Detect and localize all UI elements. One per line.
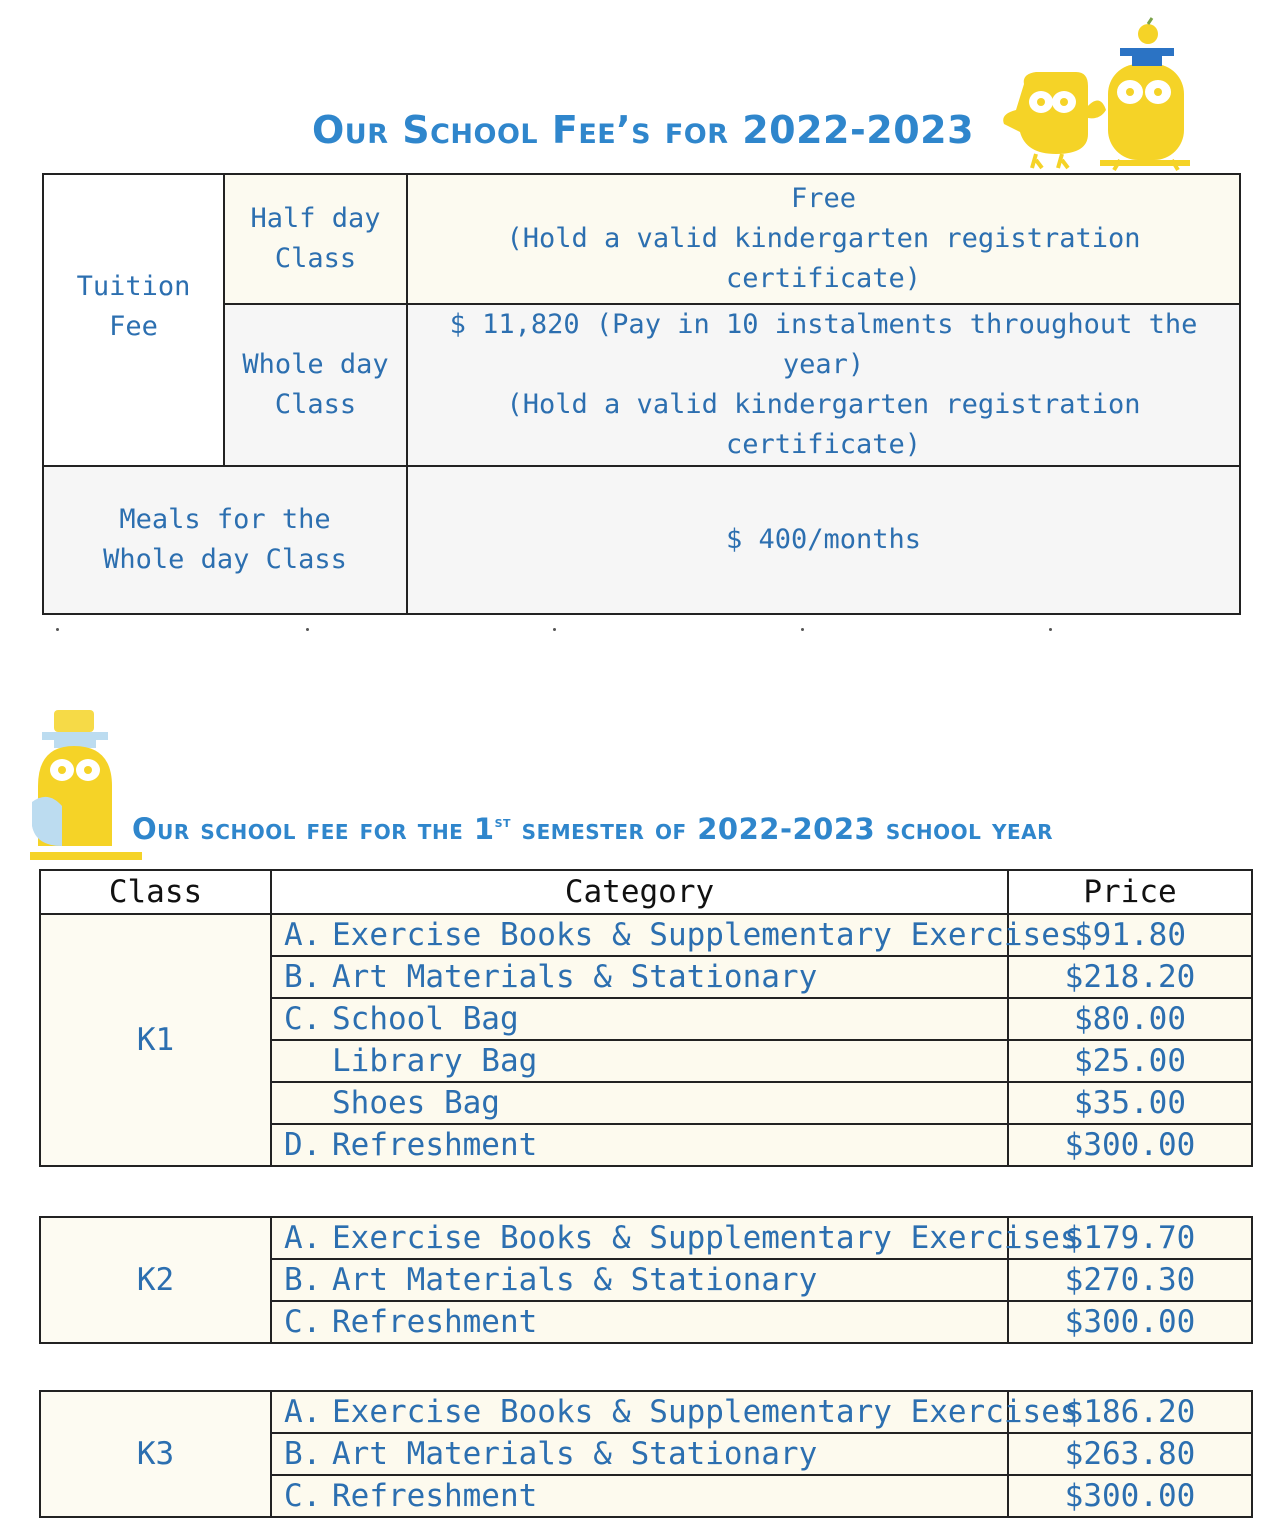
price-cell: $300.00 — [1008, 1124, 1252, 1166]
page-title: Our School Fee’s for 2022-2023 — [312, 108, 975, 152]
class-k2: K2 — [40, 1217, 271, 1343]
half-day-class-label: Half day Class — [224, 174, 407, 304]
class-k3: K3 — [40, 1391, 271, 1517]
table-row: D. Refreshment — [271, 1124, 1008, 1166]
price-cell: $300.00 — [1008, 1475, 1252, 1517]
table-row: B. Art Materials & Stationary — [271, 956, 1008, 998]
table-row: Shoes Bag — [271, 1082, 1008, 1124]
table-row: B. Art Materials & Stationary — [271, 1259, 1008, 1301]
price-cell: $300.00 — [1008, 1301, 1252, 1343]
class-k1: K1 — [40, 914, 271, 1166]
price-cell: $35.00 — [1008, 1082, 1252, 1124]
k3-fee-table — [39, 1390, 1253, 1518]
table-row: B. Art Materials & Stationary — [271, 1433, 1008, 1475]
half-day-class-value: Free (Hold a valid kindergarten registration certificate) — [407, 174, 1240, 304]
table-row: C. Refreshment — [271, 1475, 1008, 1517]
table-row: C. School Bag — [271, 998, 1008, 1040]
k2-fee-table — [39, 1216, 1253, 1344]
k1-fee-table — [39, 869, 1253, 1167]
whole-day-class-value: $ 11,820 (Pay in 10 instalments throughout the year) (Hold a valid kindergarten registration certificate) — [407, 304, 1240, 466]
whole-day-class-label: Whole day Class — [224, 304, 407, 466]
header-price: Price — [1008, 870, 1252, 914]
owl-graduate-icon — [28, 706, 144, 864]
price-cell: $218.20 — [1008, 956, 1252, 998]
meals-value: $ 400/months — [407, 466, 1240, 614]
price-cell: $25.00 — [1008, 1040, 1252, 1082]
table-row: A. Exercise Books & Supplementary Exercises — [271, 914, 1008, 956]
price-cell: $263.80 — [1008, 1433, 1252, 1475]
price-cell: $80.00 — [1008, 998, 1252, 1040]
header-class: Class — [40, 870, 271, 914]
price-cell: $270.30 — [1008, 1259, 1252, 1301]
header-category: Category — [271, 870, 1008, 914]
meals-label: Meals for the Whole day Class — [43, 466, 407, 614]
semester-title: Our school fee for the 1st semester of 2022-2023 school year — [132, 812, 1054, 846]
table-row: C. Refreshment — [271, 1301, 1008, 1343]
table-row: Library Bag — [271, 1040, 1008, 1082]
price-cell: $179.70 — [1008, 1217, 1252, 1259]
price-cell: $91.80 — [1008, 914, 1252, 956]
price-cell: $186.20 — [1008, 1391, 1252, 1433]
table-row: A. Exercise Books & Supplementary Exercises — [271, 1217, 1008, 1259]
tuition-fee-label: Tuition Fee — [43, 174, 224, 466]
table-row: A. Exercise Books & Supplementary Exercises — [271, 1391, 1008, 1433]
owl-pair-icon — [996, 14, 1192, 174]
school-fee-table — [42, 173, 1241, 615]
